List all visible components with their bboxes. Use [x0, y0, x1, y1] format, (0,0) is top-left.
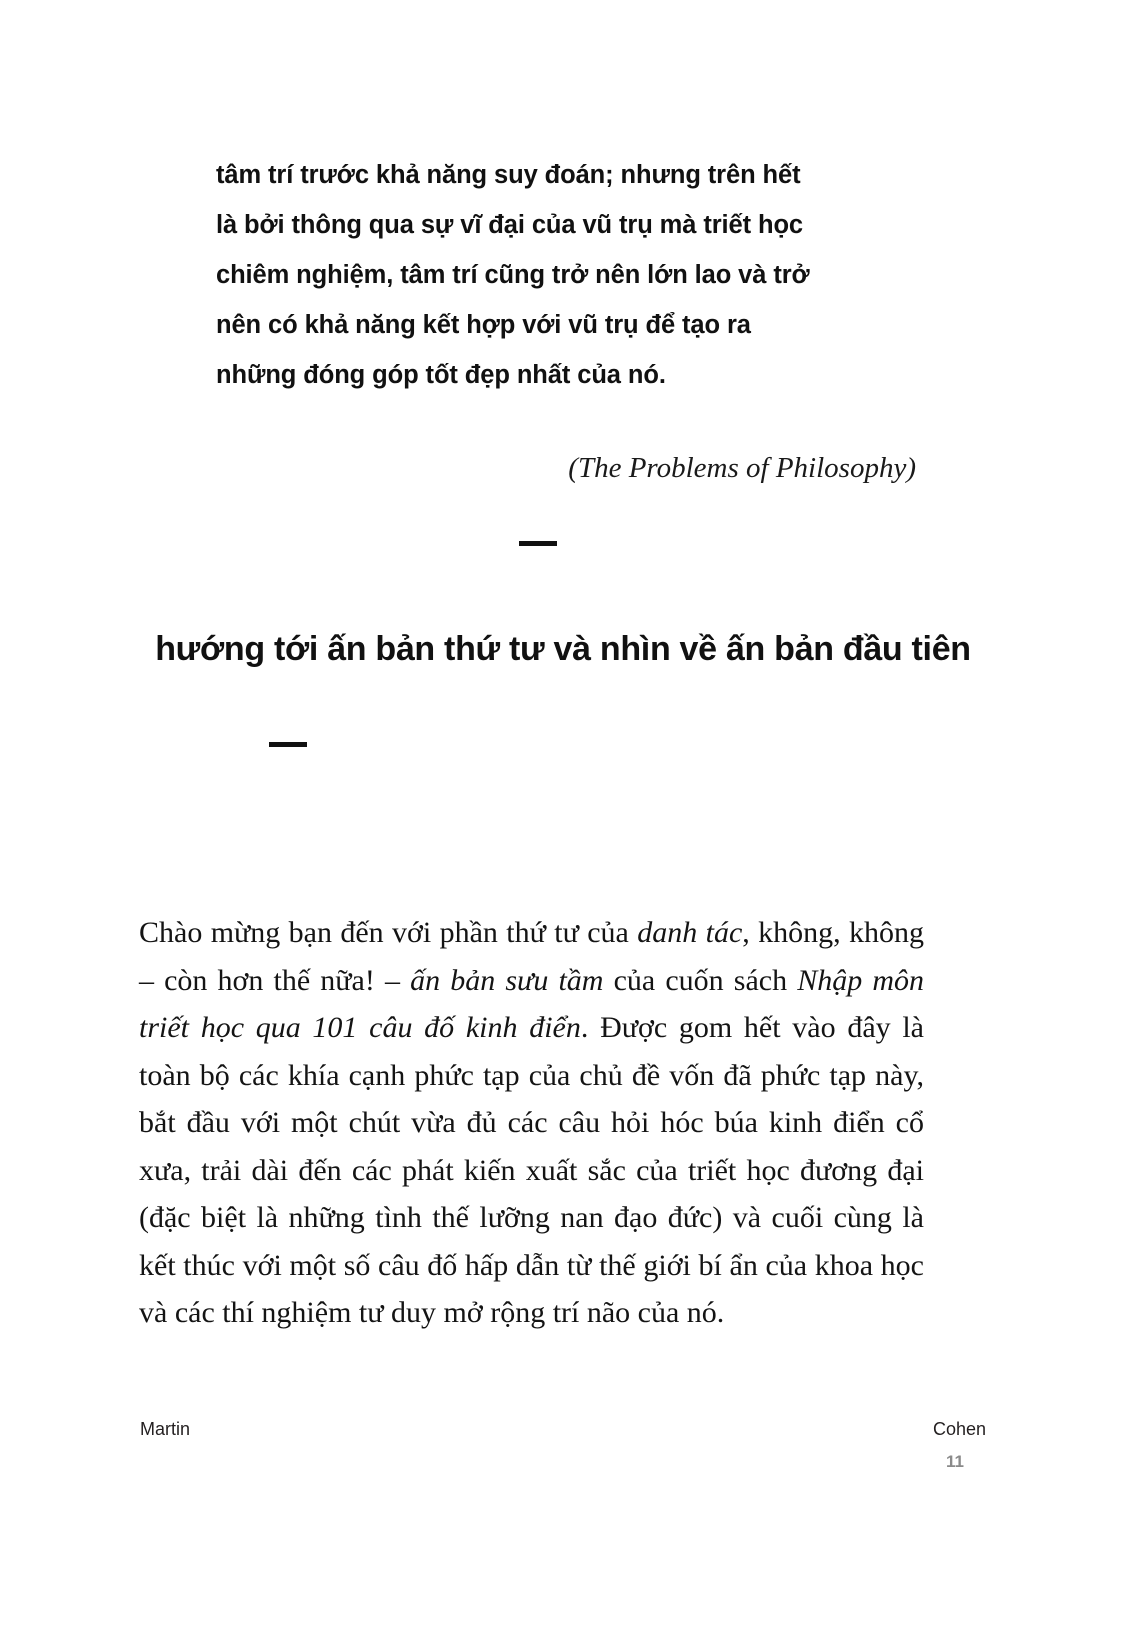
- quote-line: những đóng góp tốt đẹp nhất của nó.: [216, 361, 666, 389]
- page-number: 11: [946, 1452, 964, 1471]
- body-text-run: của cuốn sách: [603, 963, 798, 997]
- body-text-run: Chào mừng bạn đến với phần thứ tư của: [139, 916, 638, 949]
- divider-dash-top: [519, 541, 557, 546]
- quote-block: [216, 150, 896, 400]
- body-text-run: , không, không – còn hơn thế nữa! –: [139, 916, 925, 997]
- footer-author-first: Martin: [140, 1419, 191, 1439]
- chapter-heading: hướng tới ấn bản thứ tư và nhìn về ấn bản đầu tiên: [155, 629, 971, 668]
- quote-citation: (The Problems of Philosophy): [568, 452, 916, 484]
- divider-dash-bottom: [269, 742, 307, 747]
- quote-line: tâm trí trước khả năng suy đoán; nhưng trên hết: [216, 161, 801, 189]
- quote-line: nên có khả năng kết hợp với vũ trụ để tạo ra: [216, 311, 751, 339]
- body-paragraph: [139, 909, 924, 1337]
- quote-line: là bởi thông qua sự vĩ đại của vũ trụ mà triết học: [216, 211, 804, 239]
- body-text-run: . Được gom hết vào đây là toàn bộ các khía cạnh phức tạp của chủ đề vốn đã phức tạp này, bắt đầu với một chút vừa đủ các câu hỏi hóc búa kinh điển cổ xưa, trải dài đến các phát kiến xuất sắc của triết học đương đại (đặc biệt là những tình thế lưỡng nan đạo đức) và cuối cùng là kết thúc với một số câu đố hấp dẫn từ thế giới bí ẩn của khoa học và các thí nghiệm tư duy mở rộng trí não của nó.: [139, 1011, 924, 1329]
- emphasis-text: danh tác: [637, 916, 743, 949]
- emphasis-text: ấn bản sưu tầm: [410, 963, 604, 997]
- quote-line: chiêm nghiệm, tâm trí cũng trở nên lớn lao và trở: [216, 261, 810, 289]
- footer-author-last: Cohen: [932, 1419, 986, 1439]
- emphasis-text: Nhập môn triết học qua 101 câu đố kinh điển: [139, 963, 924, 1044]
